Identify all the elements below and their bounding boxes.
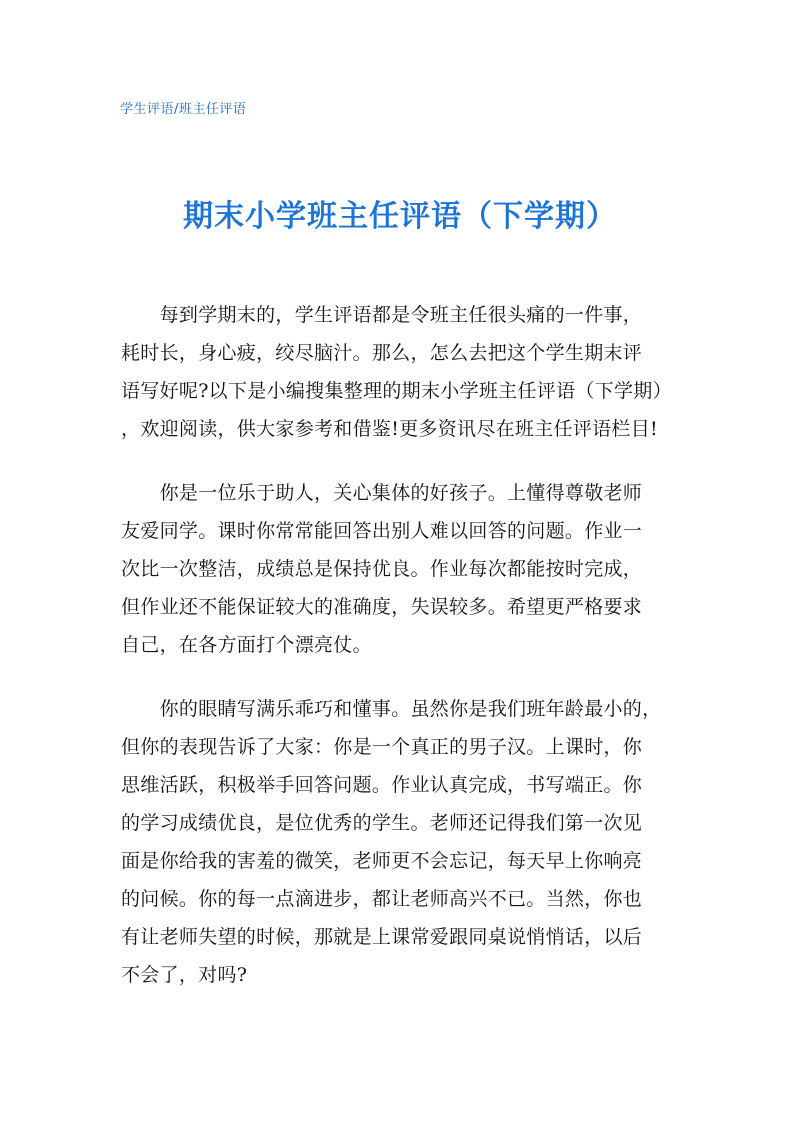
paragraph-intro [121,296,681,448]
text-line: ，欢迎阅读，供大家参考和借鉴!更多资讯尽在班主任评语栏目! [121,418,658,440]
text-line: 但你的表现告诉了大家：你是一个真正的男子汉。上课时，你 [121,736,643,758]
text-line: 每到学期末的，学生评语都是令班主任很头痛的一件事， [121,304,643,326]
text-line: 的问候。你的每一点滴进步，都让老师高兴不已。当然，你也 [121,888,643,910]
text-line: 面是你给我的害羞的微笑，老师更不会忘记，每天早上你响亮 [121,850,643,872]
text-line: 友爱同学。课时你常常能回答出别人难以回答的问题。作业一 [121,520,643,542]
text-line: 但作业还不能保证较大的准确度，失误较多。希望更严格要求 [121,596,643,618]
text-line: 你是一位乐于助人，关心集体的好孩子。上懂得尊敬老师 [121,482,643,504]
article-body [121,296,681,1020]
text-line: 自己，在各方面打个漂亮仗。 [121,634,372,656]
paragraph-comment-1 [121,474,681,664]
text-line: 耗时长，身心疲，绞尽脑汁。那么，怎么去把这个学生期末评 [121,342,643,364]
text-line: 不会了，对吗? [121,964,248,986]
text-line: 思维活跃，积极举手回答问题。作业认真完成，书写端正。你 [121,774,643,796]
page-title: 期末小学班主任评语（下学期） [183,199,617,234]
paragraph-comment-2 [121,690,681,994]
text-line: 次比一次整洁，成绩总是保持优良。作业每次都能按时完成， [121,558,643,580]
text-line: 有让老师失望的时候，那就是上课常爱跟同桌说悄悄话，以后 [121,926,643,948]
text-line: 语写好呢?以下是小编搜集整理的期末小学班主任评语（下学期） [121,380,672,402]
breadcrumb[interactable]: 学生评语/班主任评语 [120,102,247,117]
text-line: 的学习成绩优良，是位优秀的学生。老师还记得我们第一次见 [121,812,643,834]
text-line: 你的眼睛写满乐乖巧和懂事。虽然你是我们班年龄最小的， [121,698,662,720]
